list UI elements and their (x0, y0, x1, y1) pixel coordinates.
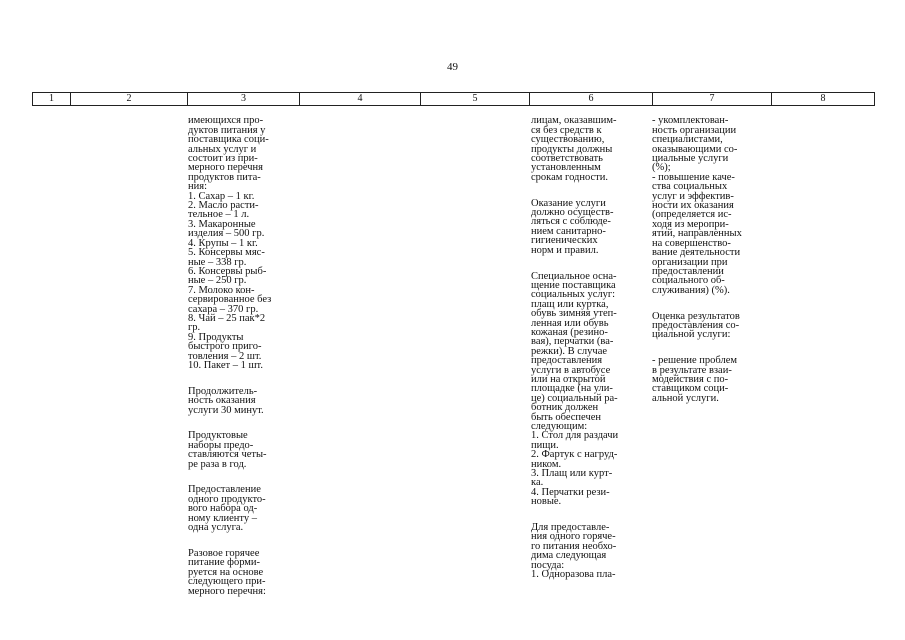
column-number-5: 5 (472, 93, 478, 104)
paragraph: - укомплектован- ность организации специалистами, оказывающими со- циальные услуги (%); - повышение каче- ства социальных услуг и эффектив- ности их оказания (определяется ис- ходя из меропри- ятий, направленных на совершенство- вание деятельности организации при предоставлении социального об- служивания) (%). (652, 115, 742, 296)
paragraph: Продуктовые наборы предо- ставляются четы- ре раза в год. (188, 430, 267, 470)
paragraph: лицам, оказавшим- ся без средств к существованию, продукты должны соответствовать установленным срокам годности. (531, 115, 617, 183)
paragraph: Оказание услуги должно осуществ- ляться с соблюде- нием санитарно- гигиенических норм и правил. (531, 197, 614, 256)
column-number-4: 4 (357, 93, 363, 104)
column-7-text (652, 107, 770, 420)
paragraph: Для предоставле- ния одного горяче- го питания необхо- дима следующая посуда: 1. Одноразова пла- (531, 522, 617, 581)
column-number-8: 8 (820, 93, 826, 104)
paragraph: Специальное осна- щение поставщика социальных услуг: плащ или куртка, обувь зимняя утеп- ленная или обувь кожаная (резино- вая), перчатки (ва- режки). В случае предоставления услуги в автобусе или на открытой площадке (на ули- це) социальный ра- ботник должен быть обеспечен следующим: 1. Стол для раздачи пищи. 2. Фартук с нагруд- ником. 3. Плащ или курт- ка. 4. Перчатки рези- новые. (531, 270, 619, 508)
column-number-2: 2 (126, 93, 132, 104)
paragraph: имеющихся про- дуктов питания у поставщика соци- альных услуг и состоит из при- мерного перечня продуктов пита- ния: 1. Сахар – 1 кг. 2. Масло расти- тельное – 1 л. 3. Макаронные изделия – 500 гр. 4. Крупы – 1 кг. 5. Консервы мяс- ные – 338 гр. 6. Консервы рыб- ные – 250 гр. 7. Молоко кон- сервированное без сахара – 370 гр. 8. Чай – 25 пак*2 гр. 9. Продукты быстрого приго- товления – 2 шт. 10. Пакет – 1 шт. (188, 115, 272, 371)
page-number: 49 (447, 61, 458, 73)
column-3-text (188, 107, 298, 612)
paragraph: - решение проблем в результате взаи- модействия с по- ставщиком соци- альной услуги. (652, 355, 738, 404)
column-number-6: 6 (588, 93, 594, 104)
column-number-3: 3 (241, 93, 246, 104)
column-6-text (531, 107, 645, 596)
column-number-7: 7 (709, 93, 715, 104)
paragraph: Предоставление одного продукто- вого набора од- ному клиенту – одна услуга. (188, 484, 266, 534)
paragraph: Разовое горячее питание форми- руется на основе следующего при- мерного перечня: (188, 547, 266, 597)
table-header-row (32, 92, 875, 106)
paragraph: Продолжитель- ность оказания услуги 30 минут. (188, 385, 264, 416)
paragraph: Оценка результатов предоставления со- циальной услуги: (652, 310, 740, 341)
column-number-1: 1 (49, 93, 54, 104)
